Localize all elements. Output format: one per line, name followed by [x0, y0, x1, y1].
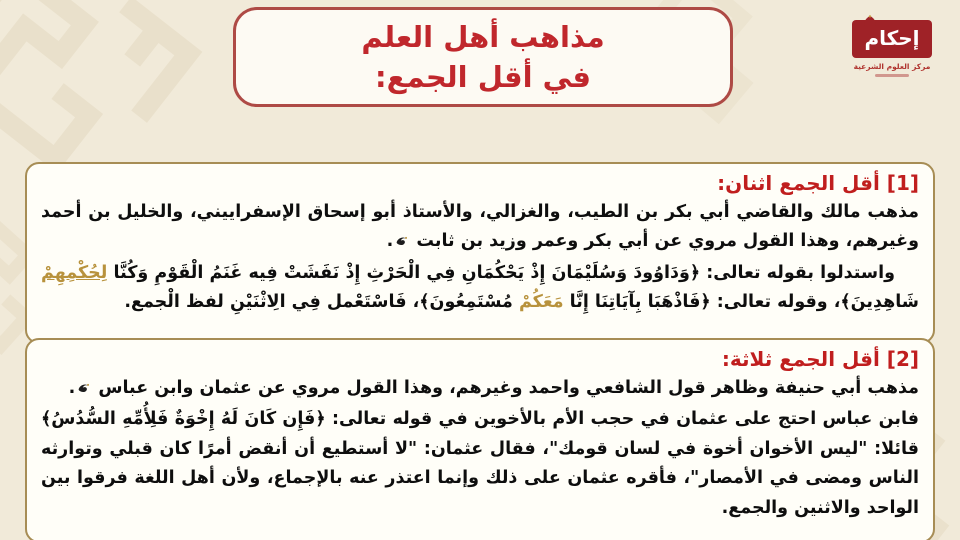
section-1-evidence-text: واستدلوا بقوله تعالى: ﴿وَدَاوُودَ وَسُلَيْمَانَ إِذْ يَحْكُمَانِ فِي الْحَرْثِ إِذْ نَفَشَتْ فِيه غَنَمُ الْقَوْمِ وَكُنَّا: [107, 262, 895, 283]
section-1-paragraph-1: [41, 198, 919, 259]
section-1-evidence-text-2: شَاهِدِينَ﴾، وقوله تعالى: ﴿فَاذْهَبَا بِآيَاتِنَا إِنَّا: [563, 292, 919, 313]
section-2-paragraph-1: [41, 374, 919, 405]
quran-gold-word-lihukmihim: لِحُكْمِهِمْ: [41, 262, 108, 283]
title-box: [233, 7, 733, 107]
section-2-p1-text: مذهب أبي حنيفة وظاهر قول الشافعي واحمد وغيرهم، وهذا القول مروي عن عثمان وابن عباس: [92, 378, 919, 398]
section-2-number: [2]: [886, 347, 919, 371]
logo-subtitle: مركز العلوم الشرعية: [853, 62, 931, 71]
section-2-p1-period: .: [68, 378, 76, 398]
section-box-minimum-plural-two: [25, 162, 935, 344]
section-1-paragraph-2: [41, 259, 919, 318]
section-1-p1-period: .: [386, 231, 394, 252]
logo-wordmark: إحكام: [864, 26, 920, 50]
page-title-line-1: مذاهب أهل العلم: [361, 19, 605, 54]
section-box-minimum-plural-three: [25, 338, 935, 540]
section-1-heading-text: أقل الجمع اثنان:: [717, 171, 880, 195]
logo-subtext-illegible: [875, 74, 909, 77]
section-2-heading-text: أقل الجمع ثلاثة:: [721, 347, 880, 371]
quran-gold-word-maakum: مَعَكُمْ: [518, 292, 564, 313]
section-1-p1-text: مذهب مالك والقاضي أبي بكر بن الطيب، والغزالي، والأستاذ أبو إسحاق الإسفراييني، والخليل بن أحمد وغيرهم، وهذا القول مروي عن أبي بكر وعمر وزيد بن ثابت: [41, 202, 919, 252]
section-1-number: [1]: [886, 171, 919, 195]
mosque-dome-icon: [861, 10, 879, 30]
section-1-evidence-text-3: مُسْتَمِعُونَ﴾، فَاسْتَعْمل فِي الِاثْنَيْنِ لفظ الْجمع.: [124, 292, 519, 313]
section-1-heading: [41, 169, 919, 198]
logo: [849, 20, 935, 77]
page-title-line-2: في أقل الجمع:: [375, 60, 591, 94]
logo-wordmark-box: [852, 20, 931, 58]
radiallahu-anhum-symbol: [394, 229, 409, 258]
section-2-heading: [41, 345, 919, 374]
radiallahu-anhuma-symbol: [76, 376, 91, 405]
section-2-paragraph-2: فابن عباس احتج على عثمان في حجب الأم بالأخوين في قوله تعالى: ﴿فَإِن كَانَ لَهُ إِخْوَةٌ فَلِأُمِّهِ السُّدُسُ﴾ قائلا: "ليس الأخوان أخوة في لسان قومك"، فقال عثمان: "لا أستطيع أن أنقض أمرًا كان قبلي وتوارثه الناس ومضى في الأمصار"، فأقره عثمان على ذلك وإنما اعتذر عنه بالإجماع، ولأن أهل اللغة فرقوا بين الواحد والاثنين والجمع.: [41, 409, 919, 518]
